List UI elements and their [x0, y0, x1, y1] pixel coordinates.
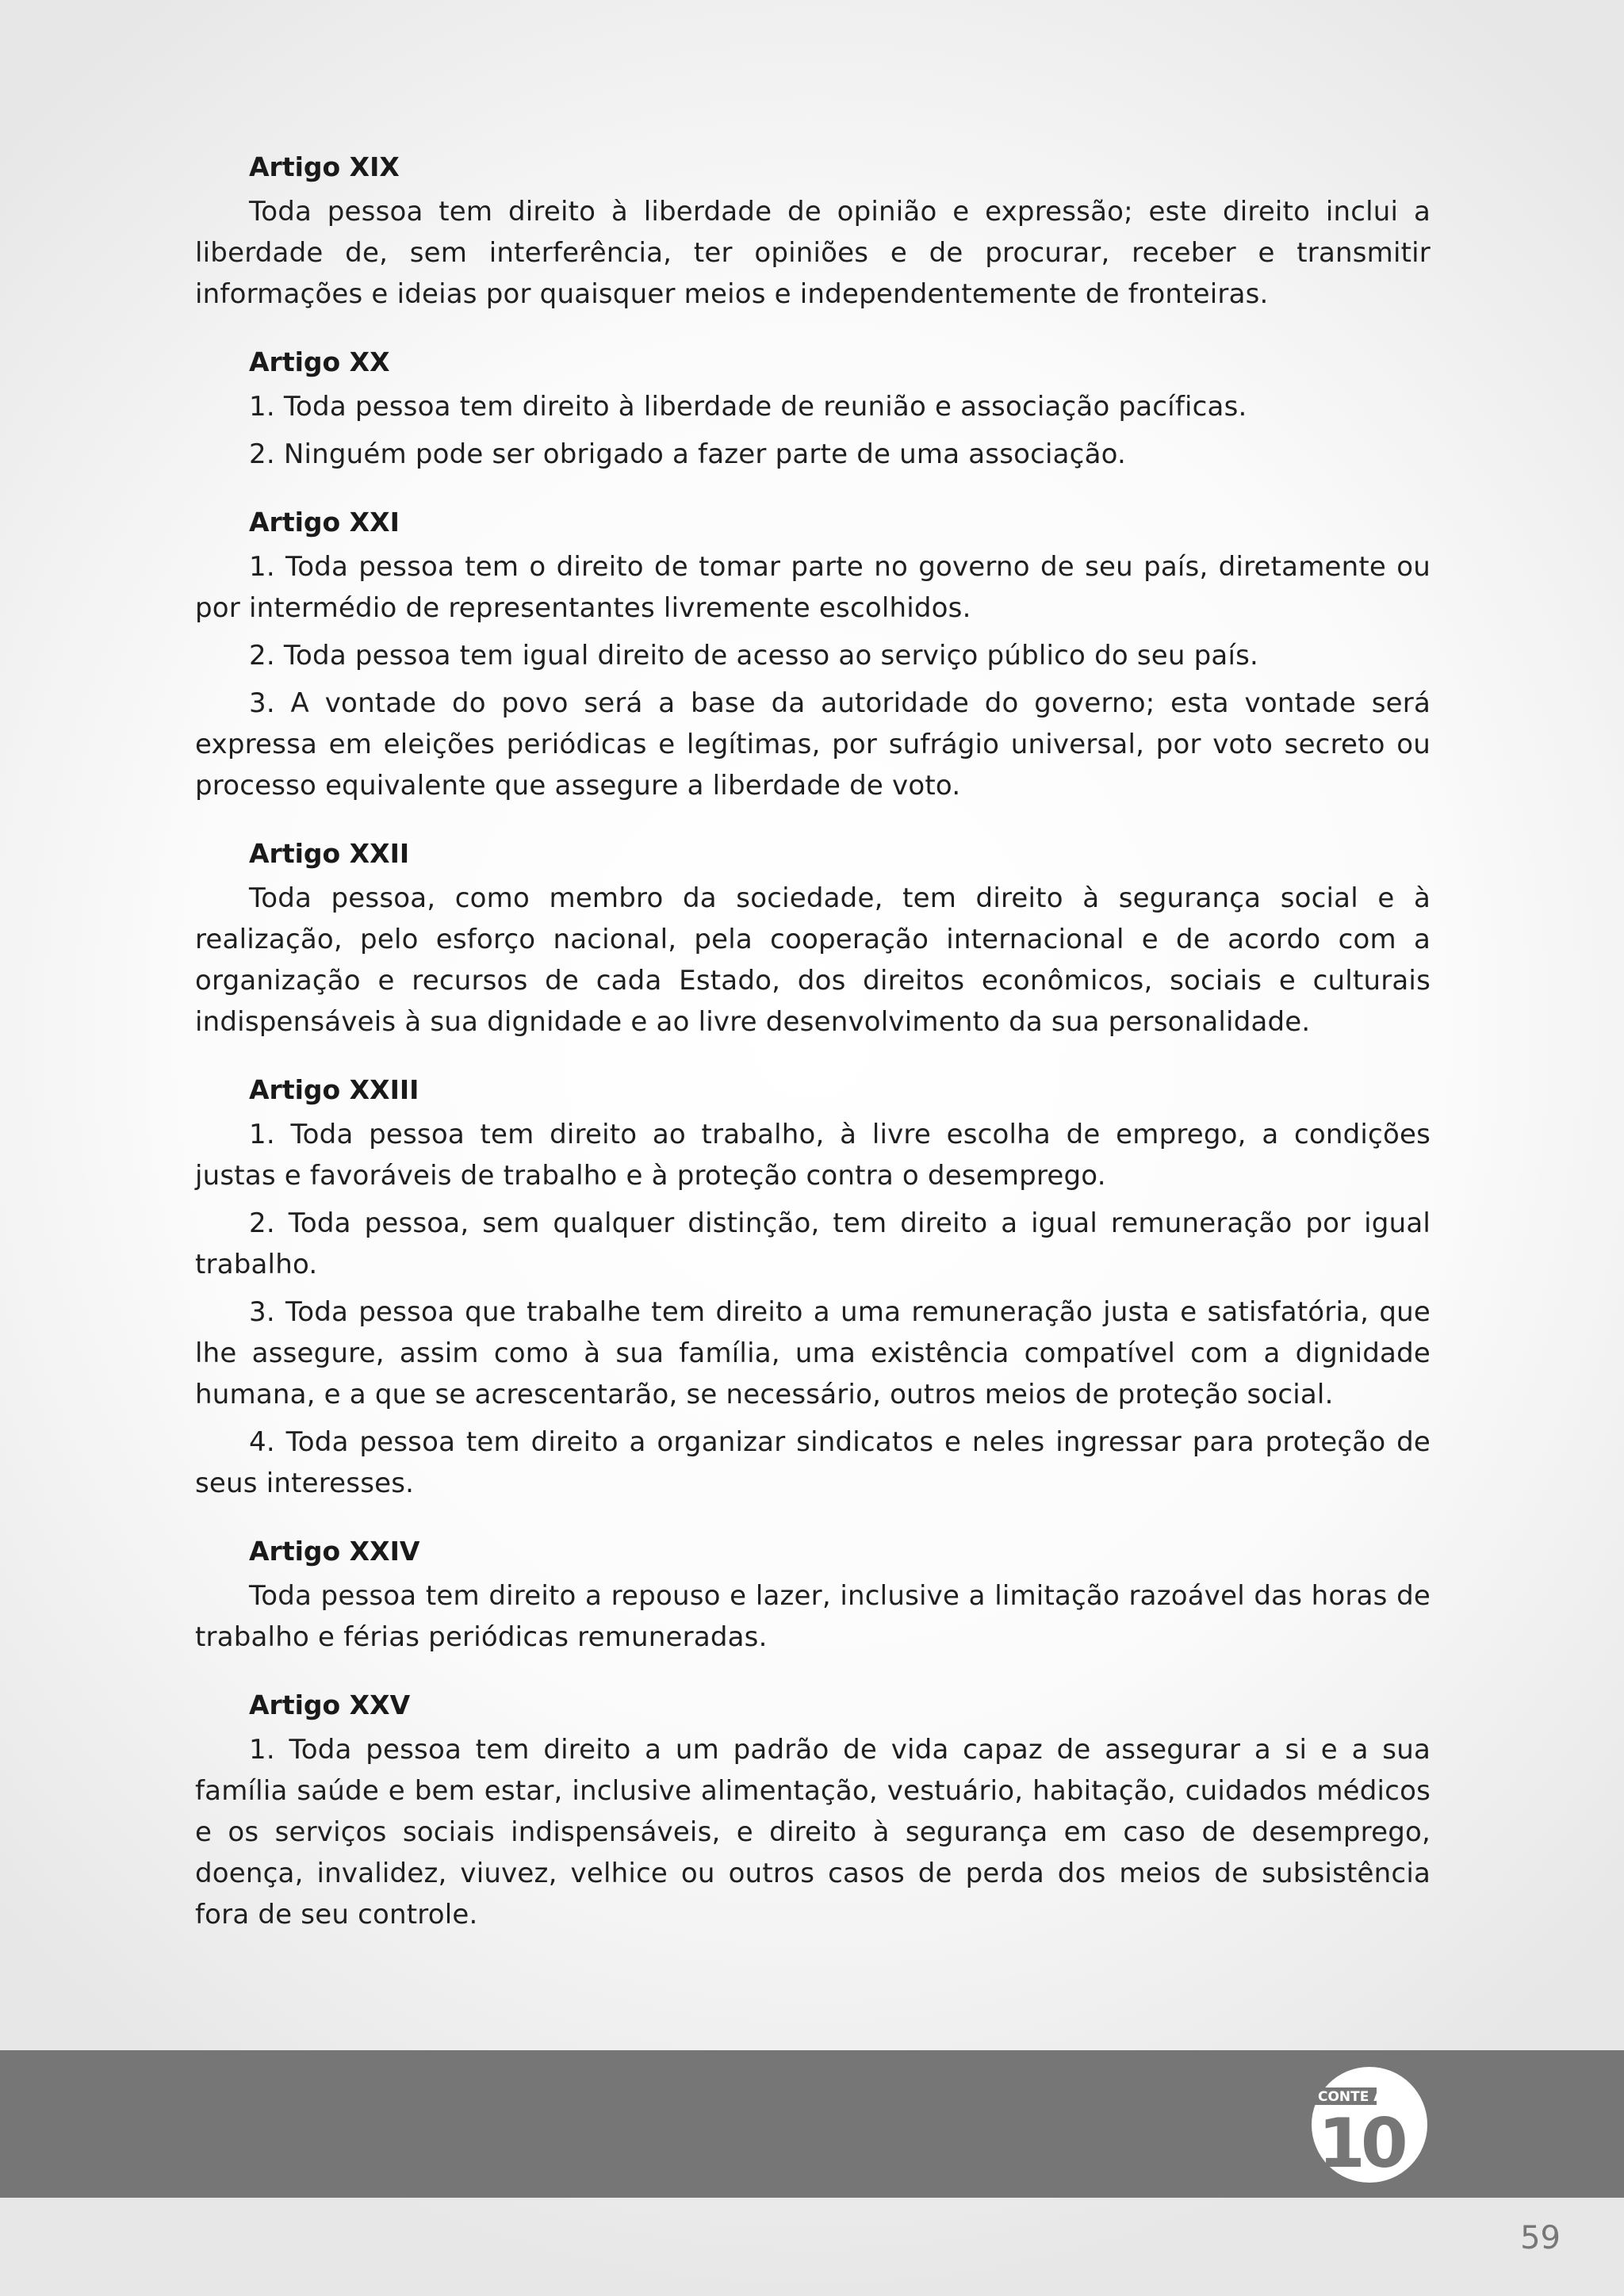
- article-paragraph: 2. Toda pessoa, sem qualquer distinção, tem direito a igual remuneração por igual trabalho.: [195, 1207, 1431, 1280]
- article-title: Artigo XIX: [249, 151, 400, 182]
- article-title: Artigo XXIV: [249, 1536, 420, 1567]
- article-paragraph: 2. Ninguém pode ser obrigado a fazer parte de uma associação.: [249, 438, 1127, 470]
- article-paragraph: 3. A vontade do povo será a base da autoridade do governo; esta vontade será expressa em eleições periódicas e legítimas, por sufrágio universal, por voto secreto ou processo equivalente que assegure a liberdade de voto.: [195, 687, 1431, 802]
- page-number: 59: [1520, 2220, 1561, 2256]
- article-paragraph: 3. Toda pessoa que trabalhe tem direito a uma remuneração justa e satisfatória, que lhe assegure, assim como à sua família, uma existência compatível com a dignidade humana, e a que se acrescentarão, se necessário, outros meios de proteção social.: [195, 1296, 1431, 1410]
- article-xxiv: [195, 1531, 1431, 1658]
- article-xxii: [195, 833, 1431, 1043]
- article-title: Artigo XXIII: [249, 1074, 419, 1105]
- logo-text-number: 10: [1318, 2104, 1404, 2183]
- document-body: [195, 147, 1431, 1962]
- article-title: Artigo XXII: [249, 838, 410, 869]
- article-paragraph: Toda pessoa, como membro da sociedade, tem direito à segurança social e à realização, pelo esforço nacional, pela cooperação internacional e de acordo com a organização e recursos de cada Estado, dos direitos econômicos, sociais e culturais indispensáveis à sua dignidade e ao livre desenvolvimento da sua personalidade.: [195, 882, 1431, 1038]
- article-paragraph: 1. Toda pessoa tem direito à liberdade de reunião e associação pacíficas.: [249, 391, 1247, 423]
- article-xix: [195, 147, 1431, 315]
- logo-text-top: CONTE ATÉ: [1318, 2089, 1402, 2105]
- article-paragraph: Toda pessoa tem direito à liberdade de opinião e expressão; este direito inclui a liberdade de, sem interferência, ter opiniões e de procurar, receber e transmitir informações e ideias por quaisquer meios e independentemente de fronteiras.: [195, 196, 1431, 310]
- article-paragraph: 1. Toda pessoa tem direito ao trabalho, à livre escolha de emprego, a condições justas e favoráveis de trabalho e à proteção contra o desemprego.: [195, 1119, 1431, 1192]
- article-xxiii: [195, 1070, 1431, 1504]
- article-title: Artigo XX: [249, 346, 390, 377]
- article-xxi: [195, 502, 1431, 806]
- article-title: Artigo XXV: [249, 1689, 411, 1720]
- article-title: Artigo XXI: [249, 507, 400, 538]
- article-paragraph: Toda pessoa tem direito a repouso e lazer, inclusive a limitação razoável das horas de trabalho e férias periódicas remuneradas.: [195, 1580, 1431, 1653]
- article-paragraph: 1. Toda pessoa tem direito a um padrão de vida capaz de assegurar a si e a sua família saúde e bem estar, inclusive alimentação, vestuário, habitação, cuidados médicos e os serviços sociais indispensáveis, e direito à segurança em caso de desemprego, doença, invalidez, viuvez, velhice ou outros casos de perda dos meios de subsistência fora de seu controle.: [195, 1734, 1431, 1931]
- article-xx: [195, 342, 1431, 475]
- article-paragraph: 4. Toda pessoa tem direito a organizar sindicatos e neles ingressar para proteção de seus interesses.: [195, 1426, 1431, 1499]
- article-paragraph: 2. Toda pessoa tem igual direito de acesso ao serviço público do seu país.: [249, 640, 1259, 672]
- article-paragraph: 1. Toda pessoa tem o direito de tomar parte no governo de seu país, diretamente ou por intermédio de representantes livremente escolhidos.: [195, 551, 1431, 624]
- conte-ate-10-logo: [1310, 2065, 1429, 2184]
- article-xxv: [195, 1685, 1431, 1935]
